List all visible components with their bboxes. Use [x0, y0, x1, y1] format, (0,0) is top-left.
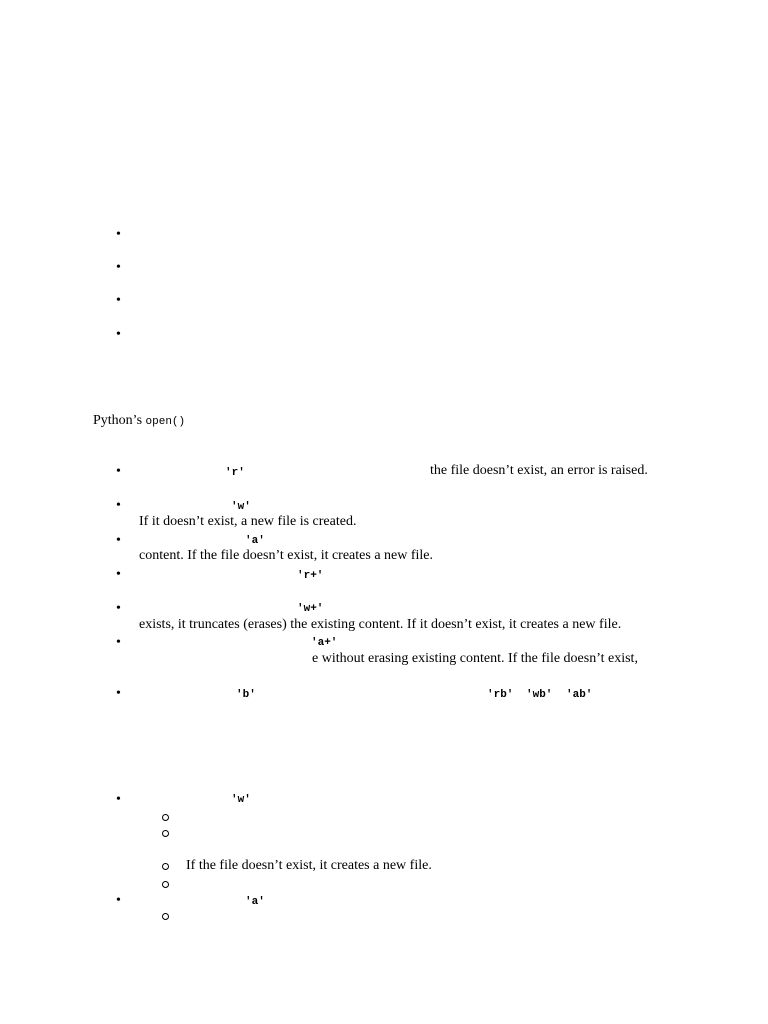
sub-list-bullet	[162, 863, 169, 870]
mode-w-plus-code: 'w+'	[297, 603, 324, 615]
mode-w-plus-text: exists, it truncates (erases) the existing content. If it doesn’t exist, it creates a new file.	[139, 617, 622, 632]
example-a-code: 'a'	[245, 896, 265, 908]
mode-a-plus-text: e without erasing existing content. If the file doesn’t exist,	[312, 651, 638, 666]
sub-list-bullet	[162, 881, 169, 888]
mode-a-plus-code: 'a+'	[311, 637, 338, 649]
mode-r-code: 'r'	[225, 467, 245, 479]
list-bullet: •	[116, 893, 121, 908]
mode-rb-code: 'rb'	[487, 689, 514, 701]
sub-list-bullet	[162, 814, 169, 821]
intro-line	[93, 413, 185, 430]
list-bullet: •	[116, 293, 121, 308]
mode-w-code: 'w'	[231, 501, 251, 513]
open-function-code: open()	[145, 416, 186, 428]
mode-ab-code: 'ab'	[566, 689, 593, 701]
list-bullet: •	[116, 327, 121, 342]
mode-wb-code: 'wb'	[526, 689, 553, 701]
mode-w-text: If it doesn’t exist, a new file is created.	[139, 514, 357, 529]
mode-r-plus-code: 'r+'	[297, 570, 324, 582]
list-bullet: •	[116, 533, 121, 548]
example-w-sub-text: If the file doesn’t exist, it creates a new file.	[186, 858, 432, 873]
list-bullet: •	[116, 635, 121, 650]
list-bullet: •	[116, 260, 121, 275]
mode-a-text: content. If the file doesn’t exist, it creates a new file.	[139, 548, 434, 563]
list-bullet: •	[116, 601, 121, 616]
example-w-code: 'w'	[231, 794, 251, 806]
sub-list-bullet	[162, 913, 169, 920]
list-bullet: •	[116, 498, 121, 513]
mode-r-text: the file doesn’t exist, an error is raised.	[430, 463, 648, 478]
mode-a-code: 'a'	[245, 535, 265, 547]
list-bullet: •	[116, 464, 121, 479]
list-bullet: •	[116, 567, 121, 582]
list-bullet: •	[116, 686, 121, 701]
mode-b-code: 'b'	[236, 689, 256, 701]
list-bullet: •	[116, 792, 121, 807]
list-bullet: •	[116, 227, 121, 242]
sub-list-bullet	[162, 830, 169, 837]
intro-python-text: Python’s	[93, 413, 146, 428]
